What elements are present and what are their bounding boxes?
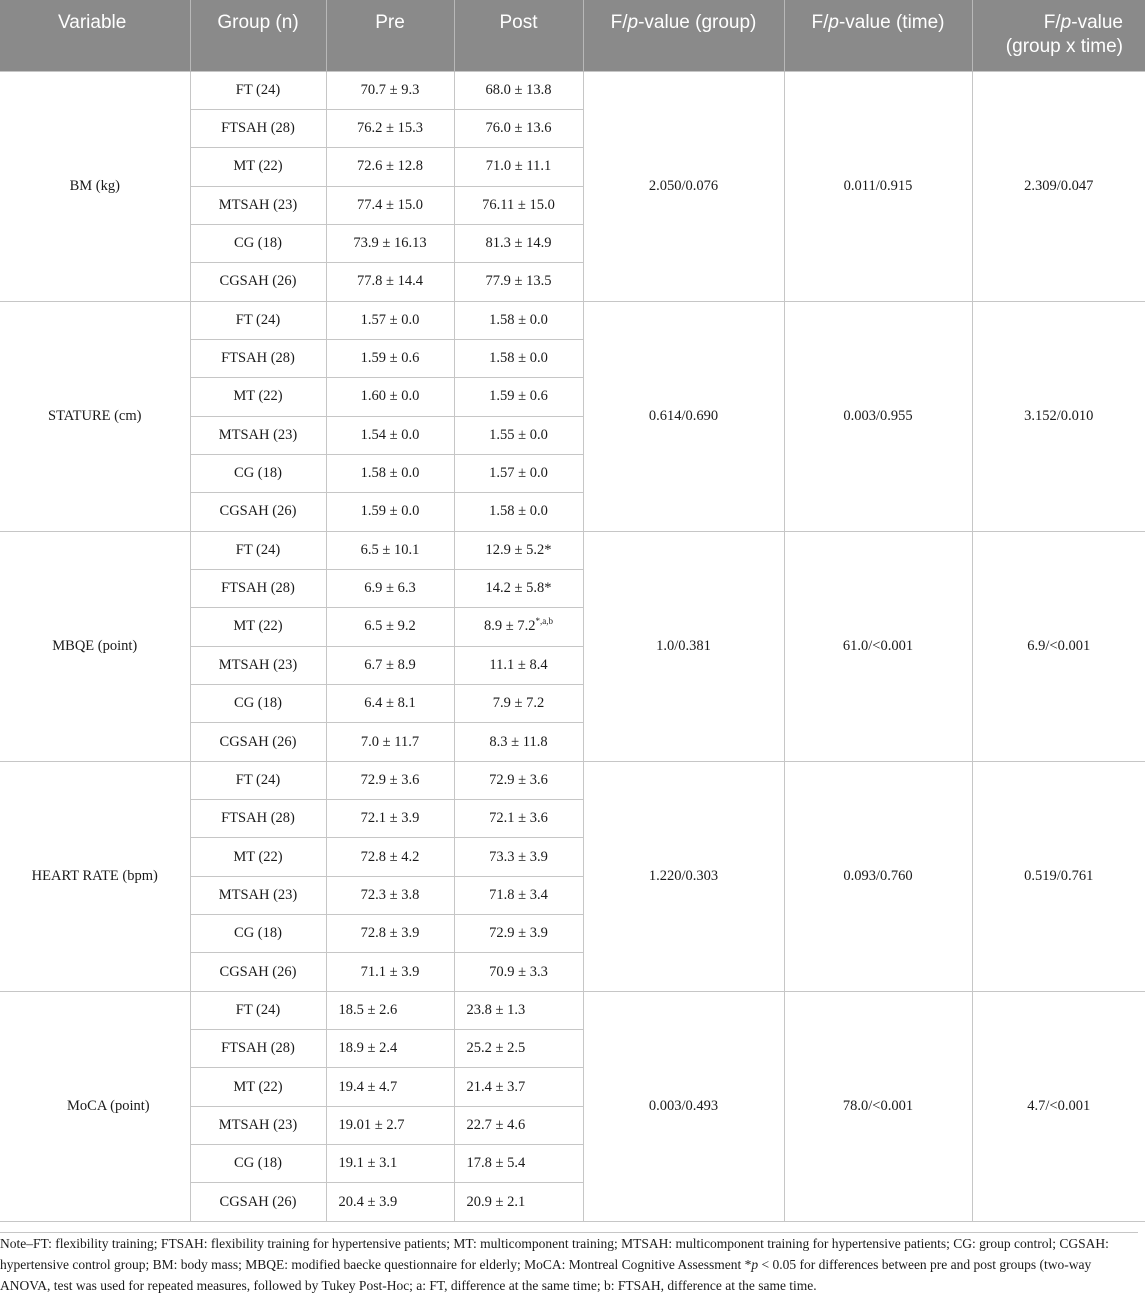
post-value: 1.58 ± 0.0	[489, 503, 548, 520]
post-cell	[454, 1106, 583, 1144]
f-group-cell: 0.003/0.493	[583, 991, 784, 1221]
group-cell: CG (18)	[190, 915, 326, 953]
post-cell	[454, 1183, 583, 1221]
post-value: 21.4 ± 3.7	[466, 1078, 526, 1095]
section-0	[0, 71, 1145, 301]
post-value: 7.9 ± 7.2	[492, 695, 545, 712]
pre-cell: 6.5 ± 10.1	[326, 531, 454, 569]
post-value: 22.7 ± 4.6	[466, 1116, 526, 1133]
group-cell: MTSAH (23)	[190, 646, 326, 684]
post-cell	[454, 991, 583, 1029]
post-cell	[454, 876, 583, 914]
f-group-cell: 2.050/0.076	[583, 71, 784, 301]
group-cell: MT (22)	[190, 1068, 326, 1106]
pre-cell: 1.54 ± 0.0	[326, 416, 454, 454]
variable-cell: HEART RATE (bpm)	[0, 761, 190, 991]
group-cell: CGSAH (26)	[190, 493, 326, 531]
pre-cell: 72.1 ± 3.9	[326, 800, 454, 838]
pre-cell: 19.4 ± 4.7	[326, 1068, 454, 1106]
table-row	[0, 71, 1145, 109]
group-cell: FTSAH (28)	[190, 800, 326, 838]
group-cell: FTSAH (28)	[190, 109, 326, 147]
post-value: 77.9 ± 13.5	[485, 273, 552, 290]
group-cell: CGSAH (26)	[190, 723, 326, 761]
group-cell: CG (18)	[190, 685, 326, 723]
header-f-gxt-suffix: -value	[1071, 12, 1123, 33]
post-value: 14.2 ± 5.8*	[485, 580, 552, 597]
header-post: Post	[454, 0, 583, 71]
group-cell: FT (24)	[190, 761, 326, 799]
post-value: 1.58 ± 0.0	[489, 350, 548, 367]
header-f-group-suffix: -value (group)	[638, 12, 757, 33]
post-value: 8.9 ± 7.2	[484, 618, 536, 635]
pre-cell: 6.9 ± 6.3	[326, 569, 454, 607]
post-value: 81.3 ± 14.9	[485, 235, 552, 252]
pre-cell: 18.5 ± 2.6	[326, 991, 454, 1029]
f-gxt-cell: 3.152/0.010	[972, 301, 1145, 531]
f-time-cell: 61.0/<0.001	[784, 531, 972, 761]
post-value: 8.3 ± 11.8	[489, 733, 548, 750]
pre-cell: 19.1 ± 3.1	[326, 1145, 454, 1183]
pre-cell: 1.60 ± 0.0	[326, 378, 454, 416]
group-cell: CGSAH (26)	[190, 953, 326, 991]
header-f-time-suffix: -value (time)	[838, 12, 945, 33]
post-cell	[454, 263, 583, 301]
post-value: 76.11 ± 15.0	[482, 196, 555, 213]
table-header	[0, 0, 1145, 71]
group-cell: FT (24)	[190, 301, 326, 339]
pre-cell: 71.1 ± 3.9	[326, 953, 454, 991]
header-f-group-p: p	[627, 12, 639, 33]
group-cell: FT (24)	[190, 991, 326, 1029]
post-value: 72.9 ± 3.9	[489, 925, 548, 942]
post-value: 1.55 ± 0.0	[489, 426, 548, 443]
table-row	[0, 531, 1145, 569]
group-cell: FT (24)	[190, 531, 326, 569]
post-cell	[454, 301, 583, 339]
group-cell: MTSAH (23)	[190, 416, 326, 454]
pre-cell: 72.8 ± 3.9	[326, 915, 454, 953]
post-cell	[454, 416, 583, 454]
post-value: 73.3 ± 3.9	[489, 848, 548, 865]
header-f-gxt-p: p	[1060, 12, 1072, 33]
variable-cell: BM (kg)	[0, 71, 190, 301]
header-pre: Pre	[326, 0, 454, 71]
footnote-part1: Note–FT: flexibility training; FTSAH: flexibility training for hypertensive patients; MT: multicomponent training; MTSAH: multicomponent training for hypertensive patients; CG: group control; CGSAH: hypertensive control group; BM: body mass; MBQE: modified baecke questionnaire for elderly; MoCA: Montreal Cognitive Assessment *	[0, 1236, 1109, 1272]
header-f-time-p: p	[828, 12, 839, 33]
post-cell	[454, 1030, 583, 1068]
pre-cell: 76.2 ± 15.3	[326, 109, 454, 147]
group-cell: CG (18)	[190, 1145, 326, 1183]
post-cell	[454, 1145, 583, 1183]
footnote-part2: < 0.05 for differences between pre and post groups (two-way ANOVA, test was used for repeated measures, followed by Tukey Post-Hoc; a: FT, difference at the same time; b: FTSAH, difference at the same time.	[0, 1257, 1092, 1293]
table-row	[0, 991, 1145, 1029]
f-group-cell: 1.0/0.381	[583, 531, 784, 761]
group-cell: FTSAH (28)	[190, 339, 326, 377]
post-cell	[454, 646, 583, 684]
post-cell	[454, 454, 583, 492]
f-time-cell: 0.011/0.915	[784, 71, 972, 301]
post-cell	[454, 723, 583, 761]
f-gxt-cell: 0.519/0.761	[972, 761, 1145, 991]
pre-cell: 18.9 ± 2.4	[326, 1030, 454, 1068]
f-group-cell: 1.220/0.303	[583, 761, 784, 991]
section-2	[0, 531, 1145, 761]
post-cell	[454, 608, 583, 646]
pre-cell: 19.01 ± 2.7	[326, 1106, 454, 1144]
post-value: 23.8 ± 1.3	[466, 1001, 526, 1018]
header-f-time-prefix: F/	[811, 12, 829, 33]
variable-cell: MBQE (point)	[0, 531, 190, 761]
post-cell	[454, 493, 583, 531]
group-cell: MTSAH (23)	[190, 876, 326, 914]
pre-cell: 6.5 ± 9.2	[326, 608, 454, 646]
table-footnote	[0, 1232, 1138, 1296]
variable-cell: MoCA (point)	[0, 991, 190, 1221]
group-cell: CGSAH (26)	[190, 263, 326, 301]
f-gxt-cell: 2.309/0.047	[972, 71, 1145, 301]
header-f-group-prefix: F/	[610, 12, 628, 33]
footnote-p: p	[751, 1257, 759, 1272]
post-cell	[454, 148, 583, 186]
group-cell: MTSAH (23)	[190, 1106, 326, 1144]
post-cell	[454, 569, 583, 607]
section-4	[0, 991, 1145, 1221]
post-cell	[454, 838, 583, 876]
group-cell: CG (18)	[190, 224, 326, 262]
pre-cell: 77.8 ± 14.4	[326, 263, 454, 301]
f-gxt-cell: 6.9/<0.001	[972, 531, 1145, 761]
post-cell	[454, 761, 583, 799]
pre-cell: 7.0 ± 11.7	[326, 723, 454, 761]
post-cell	[454, 915, 583, 953]
header-f-group	[583, 0, 784, 71]
post-cell	[454, 224, 583, 262]
pre-cell: 1.59 ± 0.0	[326, 493, 454, 531]
f-time-cell: 78.0/<0.001	[784, 991, 972, 1221]
pre-cell: 6.4 ± 8.1	[326, 685, 454, 723]
post-value: 1.57 ± 0.0	[489, 465, 548, 482]
post-value: 71.8 ± 3.4	[489, 886, 548, 903]
header-row	[0, 0, 1145, 71]
post-value: 70.9 ± 3.3	[489, 963, 548, 980]
post-cell	[454, 531, 583, 569]
group-cell: CGSAH (26)	[190, 1183, 326, 1221]
pre-cell: 20.4 ± 3.9	[326, 1183, 454, 1221]
post-value: 1.59 ± 0.6	[489, 388, 548, 405]
post-cell	[454, 71, 583, 109]
post-cell	[454, 1068, 583, 1106]
post-value: 76.0 ± 13.6	[485, 120, 552, 137]
post-cell	[454, 953, 583, 991]
post-cell	[454, 800, 583, 838]
post-value: 72.9 ± 3.6	[489, 771, 548, 788]
f-time-cell: 0.003/0.955	[784, 301, 972, 531]
pre-cell: 1.59 ± 0.6	[326, 339, 454, 377]
header-group: Group (n)	[190, 0, 326, 71]
header-variable: Variable	[0, 0, 190, 71]
group-cell: CG (18)	[190, 454, 326, 492]
pre-cell: 1.57 ± 0.0	[326, 301, 454, 339]
pre-cell: 77.4 ± 15.0	[326, 186, 454, 224]
header-f-time	[784, 0, 972, 71]
pre-cell: 72.6 ± 12.8	[326, 148, 454, 186]
pre-cell: 70.7 ± 9.3	[326, 71, 454, 109]
pre-cell: 72.9 ± 3.6	[326, 761, 454, 799]
f-group-cell: 0.614/0.690	[583, 301, 784, 531]
post-value: 12.9 ± 5.2*	[485, 541, 552, 558]
group-cell: MT (22)	[190, 838, 326, 876]
variable-cell: STATURE (cm)	[0, 301, 190, 531]
f-time-cell: 0.093/0.760	[784, 761, 972, 991]
post-value: 25.2 ± 2.5	[466, 1040, 526, 1057]
pre-cell: 1.58 ± 0.0	[326, 454, 454, 492]
header-f-gxt-line2: (group x time)	[1005, 36, 1123, 57]
post-value: 17.8 ± 5.4	[466, 1155, 526, 1172]
post-value: 20.9 ± 2.1	[466, 1193, 526, 1210]
header-f-gxt-prefix: F/	[1043, 12, 1061, 33]
pre-cell: 73.9 ± 16.13	[326, 224, 454, 262]
group-cell: MT (22)	[190, 148, 326, 186]
post-cell	[454, 339, 583, 377]
post-cell	[454, 109, 583, 147]
group-cell: FTSAH (28)	[190, 569, 326, 607]
pre-cell: 6.7 ± 8.9	[326, 646, 454, 684]
post-value: 11.1 ± 8.4	[489, 656, 548, 673]
group-cell: MT (22)	[190, 608, 326, 646]
table-row	[0, 301, 1145, 339]
group-cell: MT (22)	[190, 378, 326, 416]
section-3	[0, 761, 1145, 991]
f-gxt-cell: 4.7/<0.001	[972, 991, 1145, 1221]
post-cell	[454, 685, 583, 723]
post-cell	[454, 186, 583, 224]
post-value: 1.58 ± 0.0	[489, 311, 548, 328]
group-cell: FT (24)	[190, 71, 326, 109]
group-cell: MTSAH (23)	[190, 186, 326, 224]
post-value: 68.0 ± 13.8	[485, 81, 552, 98]
section-1	[0, 301, 1145, 531]
header-f-group-x-time	[972, 0, 1145, 71]
table-row	[0, 761, 1145, 799]
pre-cell: 72.8 ± 4.2	[326, 838, 454, 876]
group-cell: FTSAH (28)	[190, 1030, 326, 1068]
post-cell	[454, 378, 583, 416]
pre-cell: 72.3 ± 3.8	[326, 876, 454, 914]
post-value: 72.1 ± 3.6	[489, 810, 548, 827]
post-superscript: *,a,b	[535, 616, 553, 627]
post-value: 71.0 ± 11.1	[485, 158, 552, 175]
